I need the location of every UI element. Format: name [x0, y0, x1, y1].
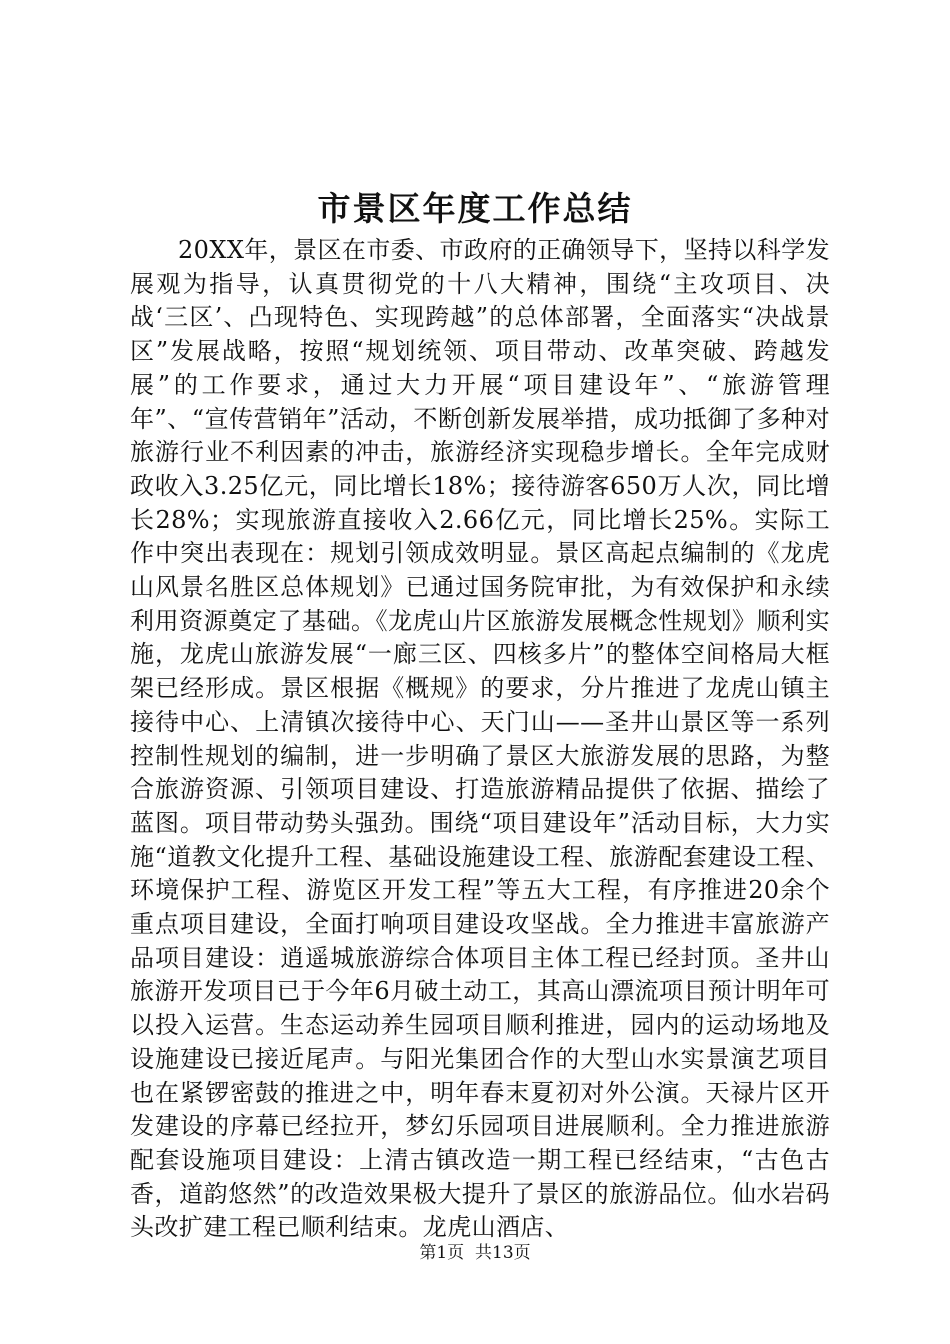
- page-footer: [0, 1242, 950, 1264]
- page-number: 第1页: [419, 1243, 465, 1263]
- document-body-paragraph: 20XX年，景区在市委、市政府的正确领导下，坚持以科学发展观为指导，认真贯彻党的十八大精神，围绕“主攻项目、决战‘三区’、凸现特色、实现跨越”的总体部署，全面落实“决战景区”发展战略，按照“规划统领、项目带动、改革突破、跨越发展”的工作要求，通过大力开展“项目建设年”、“旅游管理年”、“宣传营销年”活动，不断创新发展举措，成功抵御了多种对旅游行业不利因素的冲击，旅游经济实现稳步增长。全年完成财政收入3.25亿元，同比增长18%；接待游客650万人次，同比增长28%；实现旅游直接收入2.66亿元，同比增长25%。实际工作中突出表现在：规划引领成效明显。景区高起点编制的《龙虎山风景名胜区总体规划》已通过国务院审批，为有效保护和永续利用资源奠定了基础。《龙虎山片区旅游发展概念性规划》顺利实施，龙虎山旅游发展“一廊三区、四核多片”的整体空间格局大框架已经形成。景区根据《概规》的要求，分片推进了龙虎山镇主接待中心、上清镇次接待中心、天门山——圣井山景区等一系列控制性规划的编制，进一步明确了景区大旅游发展的思路，为整合旅游资源、引领项目建设、打造旅游精品提供了依据、描绘了蓝图。项目带动势头强劲。围绕“项目建设年”活动目标，大力实施“道教文化提升工程、基础设施建设工程、旅游配套建设工程、环境保护工程、游览区开发工程”等五大工程，有序推进20余个重点项目建设，全面打响项目建设攻坚战。全力推进丰富旅游产品项目建设：逍遥城旅游综合体项目主体工程已经封顶。圣井山旅游开发项目已于今年6月破土动工，其高山漂流项目预计明年可以投入运营。生态运动养生园项目顺利推进，园内的运动场地及设施建设已接近尾声。与阳光集团合作的大型山水实景演艺项目也在紧锣密鼓的推进之中，明年春末夏初对外公演。天禄片区开发建设的序幕已经拉开，梦幻乐园项目进展顺利。全力推进旅游配套设施项目建设：上清古镇改造一期工程已经结束，“古色古香，道韵悠然”的改造效果极大提升了景区的旅游品位。仙水岩码头改扩建工程已顺利结束。龙虎山酒店、: [130, 236, 830, 1242]
- document-title: 市景区年度工作总结: [317, 189, 633, 228]
- page-total: 共13页: [475, 1243, 531, 1263]
